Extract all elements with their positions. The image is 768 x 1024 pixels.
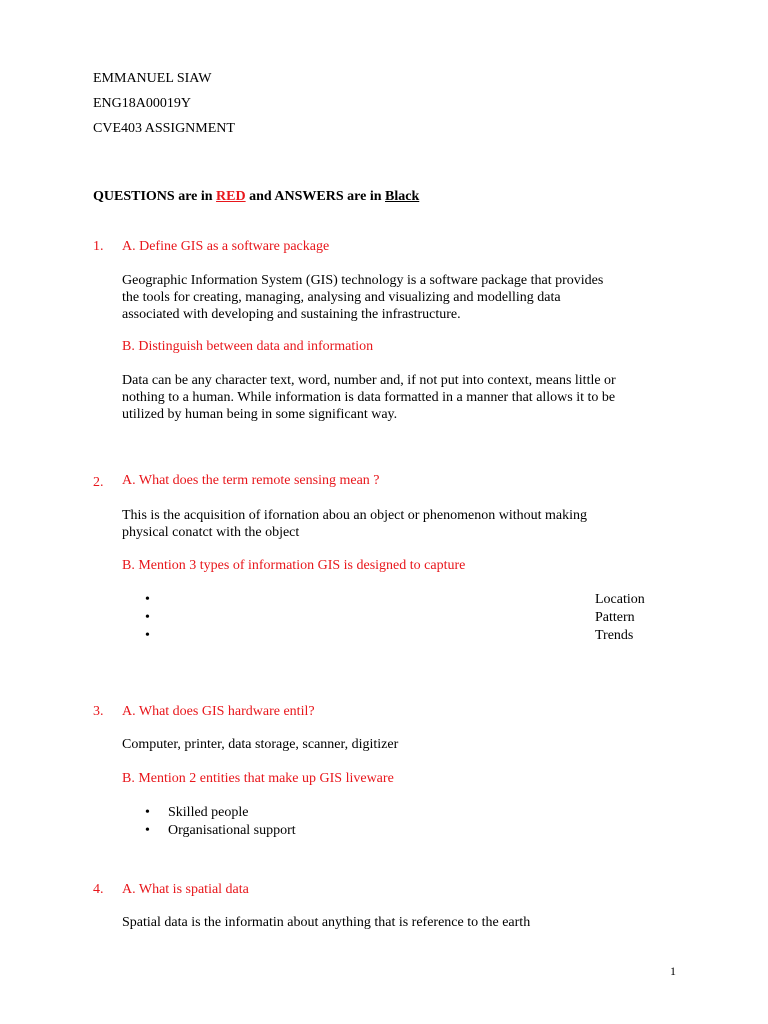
- q2-b-item-trends: Trends: [595, 628, 634, 643]
- bullet-icon: •: [145, 805, 150, 820]
- q1-b-question: B. Distinguish between data and information: [122, 339, 374, 354]
- bullet-icon: •: [145, 823, 150, 838]
- q2-a-answer: [122, 507, 673, 541]
- q1-a-answer-line: the tools for creating, managing, analysing and visualizing and modelling data: [122, 290, 561, 305]
- q3-b-question: B. Mention 2 entities that make up GIS liveware: [122, 771, 394, 786]
- q2-b-question: B. Mention 3 types of information GIS is designed to capture: [122, 558, 466, 573]
- legend-part1: QUESTIONS are in: [93, 189, 217, 204]
- q1-b-answer-line: Data can be any character text, word, number and, if not put into context, means little or: [122, 373, 616, 388]
- q3-a-answer: Computer, printer, data storage, scanner, digitizer: [122, 737, 399, 752]
- legend-black-word: Black: [385, 189, 420, 204]
- q1-b-answer-line: utilized by human being in some significant way.: [122, 407, 398, 422]
- q1-a-answer: [122, 272, 673, 323]
- q1-a-answer-line: Geographic Information System (GIS) technology is a software package that provides: [122, 273, 604, 288]
- legend-red-word: RED: [216, 189, 246, 204]
- author-name: EMMANUEL SIAW: [93, 71, 212, 86]
- q1-a-answer-line: associated with developing and sustaining the infrastructure.: [122, 307, 461, 322]
- q2-a-answer-line: This is the acquisition of ifornation abou an object or phenomenon without making: [122, 508, 588, 523]
- assignment-title: CVE403 ASSIGNMENT: [93, 121, 235, 136]
- q3-number: 3.: [93, 704, 104, 719]
- legend-part2: and ANSWERS are in: [245, 189, 386, 204]
- bullet-icon: •: [145, 628, 150, 643]
- q3-a-question: A. What does GIS hardware entil?: [122, 704, 315, 719]
- q4-a-answer: Spatial data is the informatin about anything that is reference to the earth: [122, 915, 531, 930]
- q2-a-question: A. What does the term remote sensing mean ?: [122, 473, 380, 488]
- q1-number: 1.: [93, 239, 104, 254]
- q4-a-question: A. What is spatial data: [122, 882, 249, 897]
- bullet-icon: •: [145, 592, 150, 607]
- q2-b-item-pattern: Pattern: [595, 610, 635, 625]
- q2-b-item-location: Location: [595, 592, 645, 607]
- q4-number: 4.: [93, 882, 104, 897]
- page-number: 1: [670, 964, 676, 978]
- student-id: ENG18A00019Y: [93, 96, 191, 111]
- q1-b-answer: [122, 372, 673, 423]
- q3-b-item-organisational-support: Organisational support: [168, 823, 296, 838]
- q2-number: 2.: [93, 475, 104, 490]
- bullet-icon: •: [145, 610, 150, 625]
- q1-a-question: A. Define GIS as a software package: [122, 239, 330, 254]
- q2-a-answer-line: physical conatct with the object: [122, 525, 300, 540]
- q1-b-answer-line: nothing to a human. While information is data formatted in a manner that allows it to be: [122, 390, 616, 405]
- color-legend: [93, 188, 419, 206]
- q3-b-item-skilled-people: Skilled people: [168, 805, 249, 820]
